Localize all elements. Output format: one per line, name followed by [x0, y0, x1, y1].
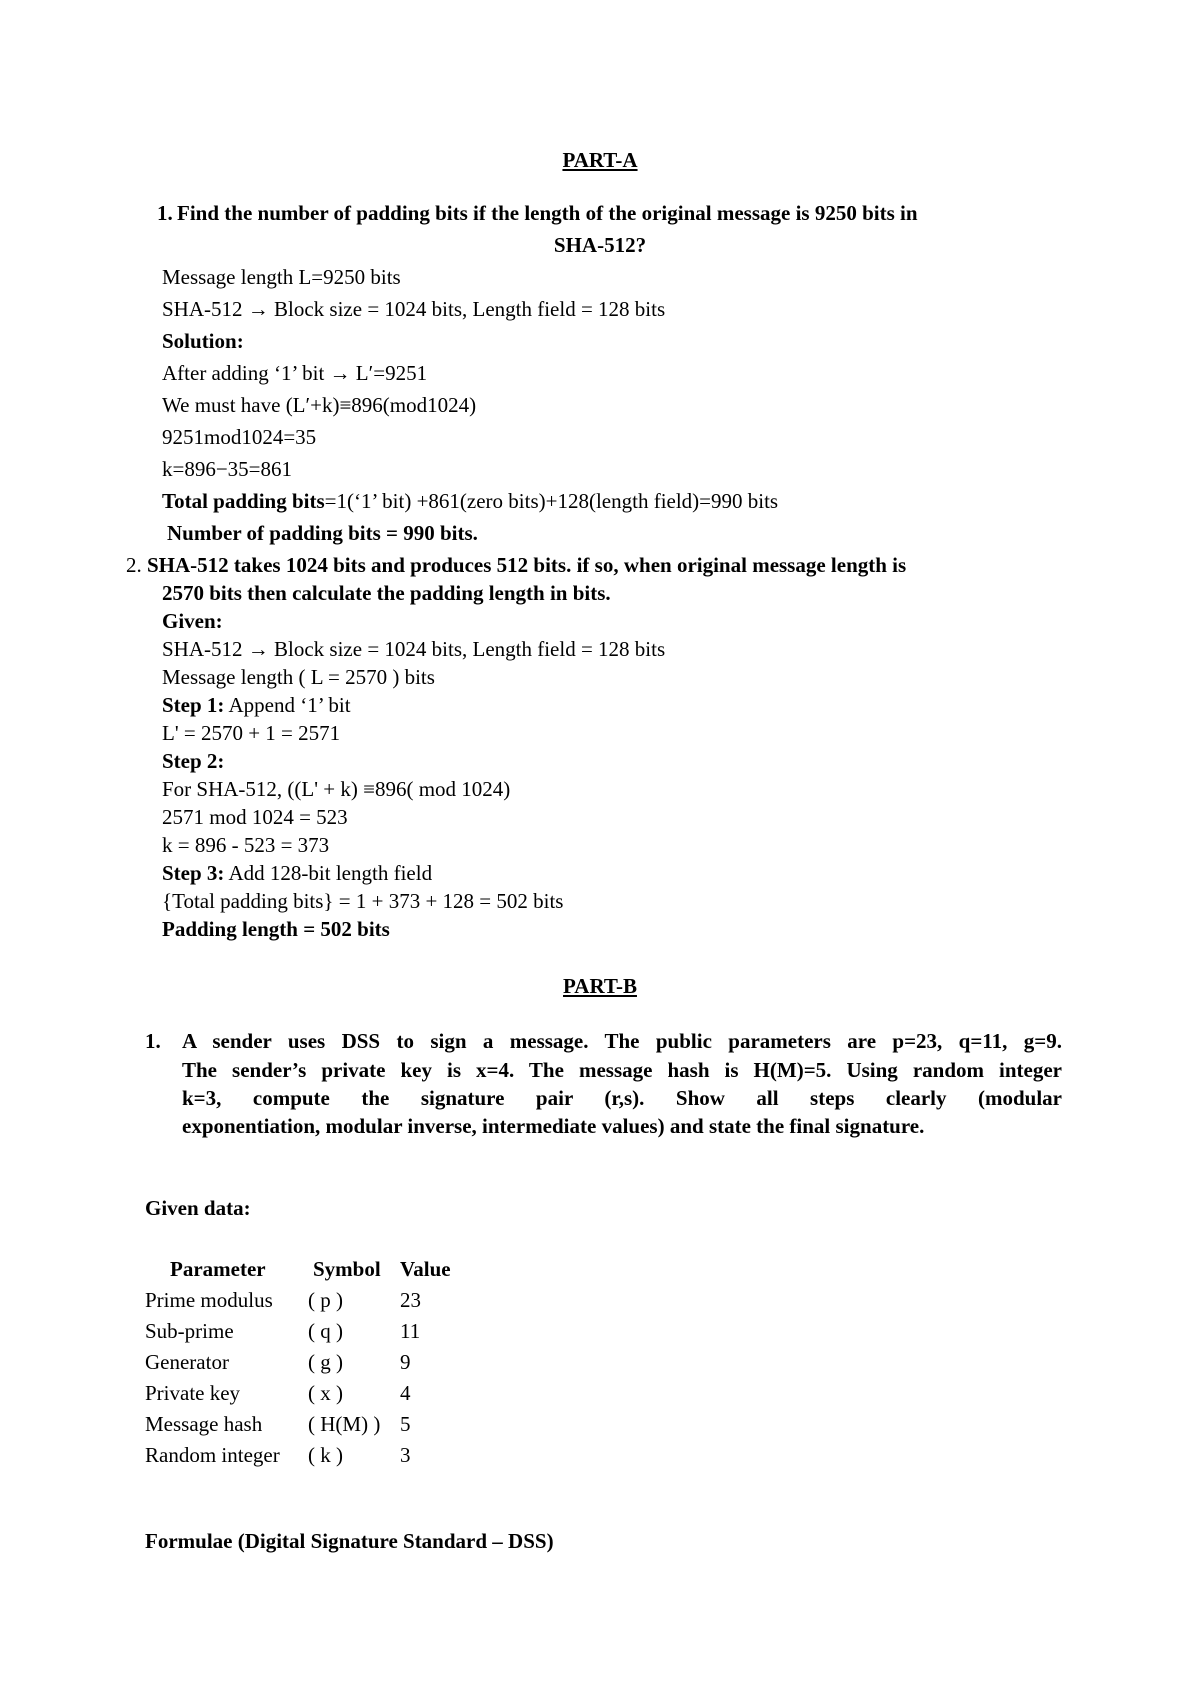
q2-step3-calc: {Total padding bits} = 1 + 373 + 128 = 502 bits: [162, 889, 564, 913]
part-a-heading: PART-A: [562, 148, 638, 172]
table-row-value: 3: [400, 1443, 411, 1467]
q2-text-line2: 2570 bits then calculate the padding length in bits.: [162, 581, 611, 605]
table-row-param: Random integer: [145, 1443, 280, 1467]
table-row-param: Prime modulus: [145, 1288, 273, 1312]
q1-solution-label: Solution:: [162, 329, 244, 353]
formulae-heading: Formulae (Digital Signature Standard – DSS): [145, 1529, 554, 1553]
table-header-value: Value: [400, 1257, 451, 1281]
pb-q1-line3: k=3, compute the signature pair (r,s). Show all steps clearly (modular: [182, 1086, 1062, 1110]
table-row-value: 5: [400, 1412, 411, 1436]
q1-block-size: SHA-512 → Block size = 1024 bits, Length field = 128 bits: [162, 297, 666, 321]
q2-step2-label: Step 2:: [162, 749, 225, 773]
q2-step2-k: k = 896 - 523 = 373: [162, 833, 330, 857]
q1-k-value: k=896−35=861: [162, 457, 293, 481]
q2-message-length: Message length ( L = 2570 ) bits: [162, 665, 435, 689]
table-row-param: Generator: [145, 1350, 229, 1374]
q1-total-rest: =1(‘1’ bit) +861(zero bits)+128(length field)=990 bits: [324, 489, 779, 513]
table-row-symbol: ( q ): [308, 1319, 343, 1343]
q2-given-label: Given:: [162, 609, 223, 633]
q1-after-adding: After adding ‘1’ bit → L′=9251: [162, 361, 428, 385]
pb-q1-line4: exponentiation, modular inverse, intermediate values) and state the final signature.: [182, 1114, 925, 1138]
q2-step1-text: Append ‘1’ bit: [224, 693, 351, 717]
q1-congruence: We must have (L′+k)≡896(mod1024): [162, 393, 477, 417]
pb-q1-line2: The sender’s private key is x=4. The message hash is H(M)=5. Using random integer: [182, 1058, 1062, 1082]
q2-answer: Padding length = 502 bits: [162, 917, 390, 941]
q2-step1: [162, 695, 351, 716]
table-row-symbol: ( H(M) ): [308, 1412, 381, 1436]
q2-step3-label: Step 3:: [162, 861, 225, 885]
given-data-label: Given data:: [145, 1196, 251, 1220]
q1-number: 1.: [157, 201, 173, 225]
q1-message-length: Message length L=9250 bits: [162, 265, 401, 289]
q2-number: 2.: [126, 553, 142, 577]
table-row-param: Message hash: [145, 1412, 263, 1436]
q1-answer: Number of padding bits = 990 bits.: [167, 521, 478, 545]
q1-text-line2: SHA-512?: [553, 233, 647, 257]
pb-q1-line1: A sender uses DSS to sign a message. The public parameters are p=23, q=11, g=9.: [182, 1029, 1062, 1053]
table-row-value: 4: [400, 1381, 411, 1405]
q2-step2-mod: 2571 mod 1024 = 523: [162, 805, 348, 829]
table-row-value: 23: [400, 1288, 421, 1312]
q2-block-size: SHA-512 → Block size = 1024 bits, Length field = 128 bits: [162, 637, 666, 661]
q1-mod-result: 9251mod1024=35: [162, 425, 317, 449]
q2-step3: [162, 863, 432, 884]
part-b-heading: PART-B: [563, 974, 637, 998]
table-row-symbol: ( g ): [308, 1350, 343, 1374]
q2-step3-text: Add 128-bit length field: [224, 861, 433, 885]
table-header-parameter: Parameter: [170, 1257, 266, 1281]
pb-q1-number: 1.: [145, 1029, 161, 1053]
table-row-symbol: ( x ): [308, 1381, 343, 1405]
table-row-param: Private key: [145, 1381, 241, 1405]
q2-step2-congruence: For SHA-512, ((L' + k) ≡896( mod 1024): [162, 777, 511, 801]
q2-step1-label: Step 1:: [162, 693, 225, 717]
q1-total-label: Total padding bits: [162, 489, 325, 513]
q1-total-padding: [162, 491, 778, 512]
table-row-param: Sub-prime: [145, 1319, 234, 1343]
q1-text-line1: Find the number of padding bits if the length of the original message is 9250 bits in: [177, 201, 918, 225]
q2-text-line1: SHA-512 takes 1024 bits and produces 512 bits. if so, when original message length is: [147, 553, 907, 577]
q2-step1-calc: L' = 2570 + 1 = 2571: [162, 721, 341, 745]
table-row-symbol: ( p ): [308, 1288, 343, 1312]
table-header-symbol: Symbol: [313, 1257, 381, 1281]
table-row-value: 11: [400, 1319, 421, 1343]
table-row-symbol: ( k ): [308, 1443, 343, 1467]
table-row-value: 9: [400, 1350, 411, 1374]
